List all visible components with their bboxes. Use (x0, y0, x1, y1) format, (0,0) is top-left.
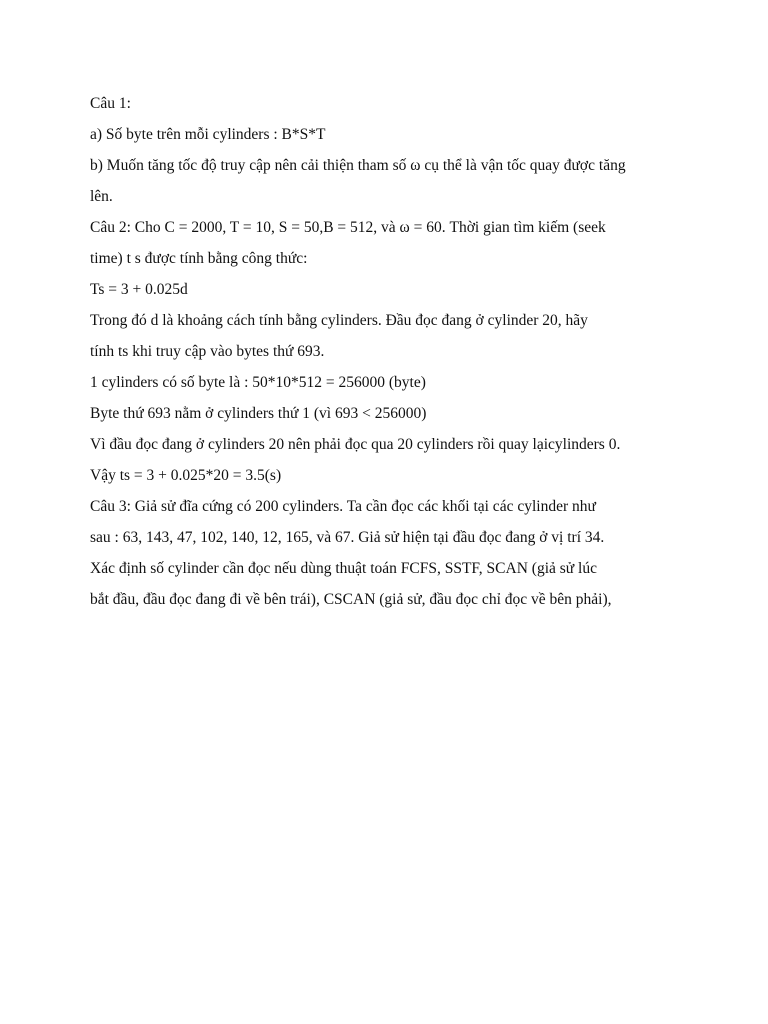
formula-ts: Ts = 3 + 0.025d (90, 281, 188, 298)
answer-2-step-1: 1 cylinders có số byte là : 50*10*512 = 256000 (byte) (90, 374, 426, 391)
document-body (90, 88, 690, 615)
question-2-line-4: tính ts khi truy cập vào bytes thứ 693. (90, 343, 325, 360)
question-2-line-1: Câu 2: Cho C = 2000, T = 10, S = 50,B = 512, và ω = 60. Thời gian tìm kiếm (seek (90, 219, 606, 236)
answer-1b-line-2: lên. (90, 188, 113, 205)
question-2-line-3: Trong đó d là khoảng cách tính bằng cylinders. Đầu đọc đang ở cylinder 20, hãy (90, 312, 588, 329)
answer-2-result: Vậy ts = 3 + 0.025*20 = 3.5(s) (90, 467, 282, 484)
question-2-line-2: time) t s được tính bằng công thức: (90, 250, 308, 267)
question-3-line-4: bắt đầu, đầu đọc đang đi về bên trái), CSCAN (giả sử, đầu đọc chỉ đọc về bên phải), (90, 591, 612, 608)
question-3-line-1: Câu 3: Giả sử đĩa cứng có 200 cylinders. Ta cần đọc các khối tại các cylinder như (90, 498, 596, 515)
question-3-line-2: sau : 63, 143, 47, 102, 140, 12, 165, và 67. Giả sử hiện tại đầu đọc đang ở vị trí 34. (90, 529, 605, 546)
question-3-line-3: Xác định số cylinder cần đọc nếu dùng thuật toán FCFS, SSTF, SCAN (giả sử lúc (90, 560, 597, 577)
answer-1b-line-1: b) Muốn tăng tốc độ truy cập nên cải thiện tham số ω cụ thể là vận tốc quay được tăng (90, 157, 626, 174)
answer-2-step-2: Byte thứ 693 nằm ở cylinders thứ 1 (vì 693 < 256000) (90, 405, 427, 422)
answer-1a: a) Số byte trên mỗi cylinders : B*S*T (90, 126, 326, 143)
heading-cau-1: Câu 1: (90, 95, 131, 112)
answer-2-step-3: Vì đầu đọc đang ở cylinders 20 nên phải đọc qua 20 cylinders rồi quay lạicylinders 0. (90, 436, 621, 453)
